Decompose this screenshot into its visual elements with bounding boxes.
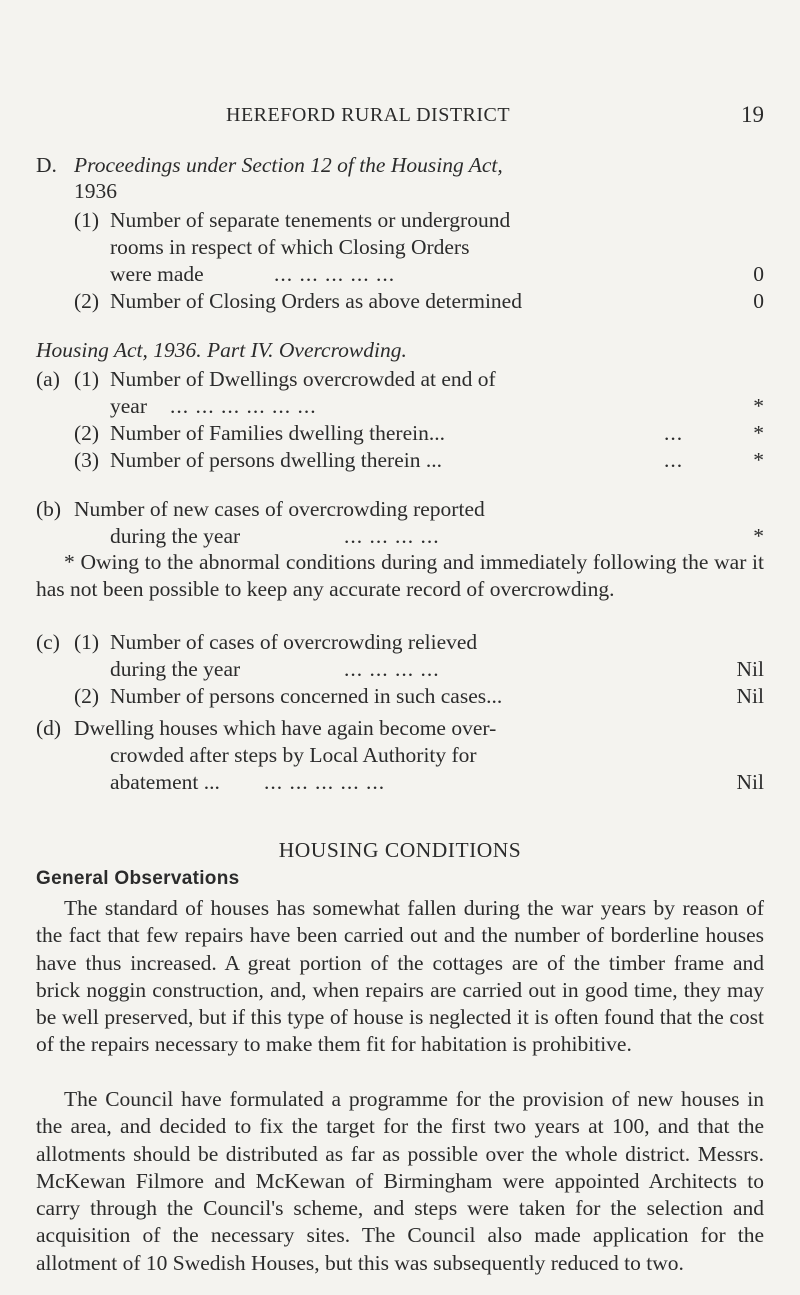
- item-num: (1): [74, 208, 100, 232]
- families-row: [36, 420, 764, 448]
- item-text: during the year: [110, 524, 241, 548]
- closing-orders-determined-value: 0: [753, 289, 764, 313]
- item-text: Number of Dwellings overcrowded at end of: [110, 367, 496, 391]
- item-text: were made: [110, 262, 204, 286]
- item-text: Number of Closing Orders as above determined: [110, 289, 522, 313]
- dot-leader: ... ... ... ... ...: [274, 262, 396, 286]
- closing-orders-made-value: 0: [753, 262, 764, 286]
- item-text: Number of persons dwelling therein ...: [110, 448, 442, 472]
- overcrowding-heading: Housing Act, 1936. Part IV. Overcrowding.: [36, 338, 407, 362]
- sub-label: (b): [36, 497, 62, 521]
- persons-concerned-row: [36, 683, 764, 711]
- item-text: Number of cases of overcrowding relieved: [110, 630, 478, 654]
- item-num: (1): [74, 630, 100, 654]
- paragraph: The Council have formulated a programme for the provision of new houses in the area, and decided to fix the target for the first two years at 100, and that the allotments should be distributed as far as possible over the whole district. Messrs. McKewan Filmore and McKewan of Birmingham were appointed Architects to carry through the Council's scheme, and steps were taken for the selection and acquisition of the necessary sites. The Council also made application for the allotment of 10 Swedish Houses, but this was subsequently reduced to two.: [36, 1087, 764, 1275]
- dot-leader: ... ... ... ...: [344, 524, 440, 548]
- item-text: rooms in respect of which Closing Orders: [110, 235, 470, 259]
- item-num: (3): [74, 448, 100, 472]
- item-text: during the year: [110, 657, 241, 681]
- running-title: HEREFORD RURAL DISTRICT: [226, 104, 511, 126]
- housing-conditions-heading: HOUSING CONDITIONS: [278, 838, 522, 862]
- item-text: Number of persons concerned in such cases...: [110, 684, 503, 708]
- item-text: year: [110, 394, 147, 418]
- recrowded-value: Nil: [736, 770, 764, 794]
- overcrowding-footnote: * Owing to the abnormal conditions during and immediately following the war it has not been possible to keep any accurate record of overcrowding.: [36, 550, 764, 602]
- persons-concerned-value: Nil: [736, 684, 764, 708]
- dot-leader: ... ... ... ... ...: [264, 770, 386, 794]
- new-cases-row: [36, 523, 764, 551]
- item-num: (2): [74, 684, 100, 708]
- item-text: Number of new cases of overcrowding reported: [74, 497, 485, 521]
- section-d-letter: D.: [36, 153, 57, 177]
- dot-leader: ...: [664, 448, 684, 472]
- item-text: Number of separate tenements or underground: [110, 208, 511, 232]
- sub-label: (c): [36, 630, 60, 654]
- dot-leader: ... ... ... ... ... ...: [170, 394, 317, 418]
- persons-value: *: [753, 448, 764, 472]
- item-num: (1): [74, 367, 100, 391]
- closing-orders-made-row: [36, 261, 764, 289]
- item-num: (2): [74, 421, 100, 445]
- page-header: [36, 104, 764, 134]
- dot-leader: ... ... ... ...: [344, 657, 440, 681]
- item-text: Dwelling houses which have again become over-: [74, 716, 497, 740]
- persons-row: [36, 447, 764, 475]
- paragraph: The standard of houses has somewhat fallen during the war years by reason of the fact that few repairs have been carried out and the number of borderline houses have thus increased. A great portion of the cottages are of the timber frame and brick noggin construction, and, when repairs are carried out in good time, they may be well preserved, but if this type of house is neglected it is often found that the cost of the repairs necessary to make them fit for habitation is prohibitive.: [36, 896, 764, 1057]
- section-d-title: Proceedings under Section 12 of the Housing Act,: [74, 153, 503, 177]
- item-text: abatement ...: [110, 770, 220, 794]
- closing-orders-determined-row: [36, 288, 764, 316]
- sub-label: (d): [36, 716, 62, 740]
- item-text: crowded after steps by Local Authority for: [110, 743, 477, 767]
- cases-relieved-value: Nil: [736, 657, 764, 681]
- sub-label: (a): [36, 367, 60, 391]
- new-cases-value: *: [753, 524, 764, 548]
- section-d-title-year: 1936: [74, 179, 117, 203]
- families-value: *: [753, 421, 764, 445]
- item-text: Number of Families dwelling therein...: [110, 421, 445, 445]
- page-number: 19: [741, 102, 764, 127]
- item-num: (2): [74, 289, 100, 313]
- recrowded-row: [36, 769, 764, 797]
- cases-relieved-row: [36, 656, 764, 684]
- overcrowded-dwellings-row: [36, 393, 764, 421]
- general-observations-subheading: General Observations: [36, 868, 240, 889]
- overcrowded-dwellings-value: *: [753, 394, 764, 418]
- dot-leader: ...: [664, 421, 684, 445]
